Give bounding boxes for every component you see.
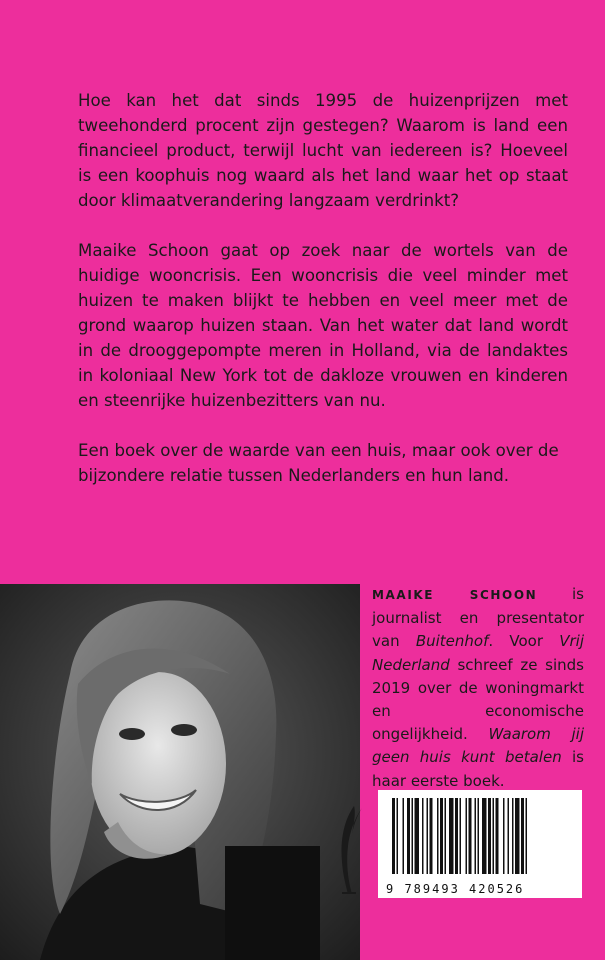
quill-logo-icon (336, 800, 366, 900)
bio-text-3: schreef ze sinds 2019 over de woningmarkt en economische ongelijkheid. (372, 655, 584, 744)
author-photo (0, 584, 360, 960)
isbn-number: 9 789493 420526 (386, 882, 525, 896)
blurb-paragraph-1: Hoe kan het dat sinds 1995 de huizenprijzen met tweehonderd procent zijn gestegen? Waarom is land een financieel product, terwijl lucht van iedereen is? Hoeveel is een koophuis nog waard als het land waar het op staat door klimaatverandering langzaam verdrinkt? (78, 91, 568, 210)
bio-text-1: is journalist en presentator van (372, 585, 584, 651)
bio-show-title: Buitenhof (415, 632, 489, 651)
barcode-bars (390, 798, 570, 874)
author-name: MAAIKE SCHOON (372, 588, 538, 602)
bio-magazine-title: Vrij Nederland (372, 632, 584, 674)
bio-text-4: is haar eerste boek. (372, 748, 584, 790)
author-bio (372, 583, 584, 793)
bio-book-title: Waarom jij geen huis kunt betalen (372, 725, 584, 767)
blurb-paragraph-3: Een boek over de waarde van een huis, maar ook over de bijzondere relatie tussen Nederlanders en hun land. (78, 441, 559, 485)
bio-text-2: . Voor (488, 632, 560, 651)
blurb (78, 88, 568, 488)
blurb-paragraph-2: Maaike Schoon gaat op zoek naar de wortels van de huidige wooncrisis. Een wooncrisis die veel minder met huizen te maken blijkt te hebben en veel meer met de grond waarop huizen staan. Van het water dat land wordt in de drooggepompte meren in Holland, via de landaktes in koloniaal New York tot de dakloze vrouwen en kinderen en steenrijke huizenbezitters van nu. (78, 241, 568, 410)
author-portrait (0, 584, 360, 960)
